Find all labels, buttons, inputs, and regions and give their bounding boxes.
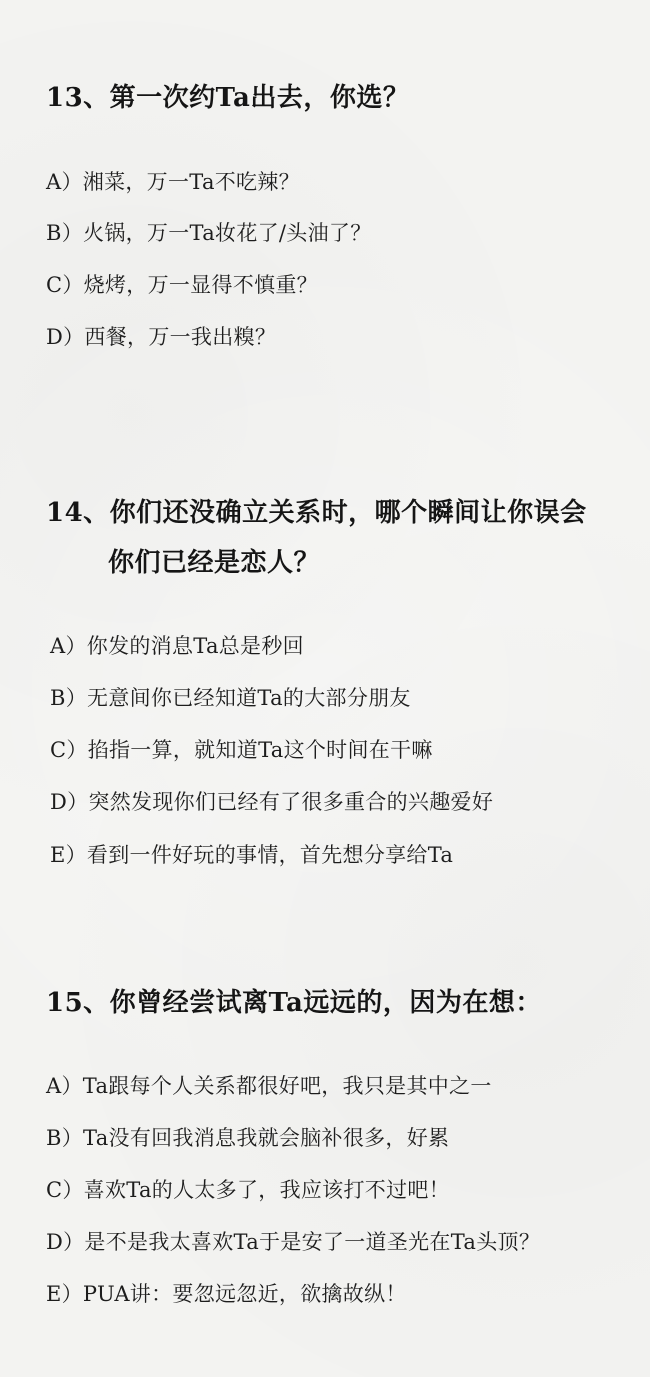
question-14-option-e: E）看到一件好玩的事情，首先想分享给Ta	[50, 843, 454, 867]
question-13-title: 13、第一次约Ta出去，你选？	[46, 83, 410, 113]
question-13-option-d: D）西餐，万一我出糗？	[46, 325, 277, 349]
question-13-option-c: C）烧烤，万一显得不慎重？	[46, 273, 318, 297]
question-14-option-c: C）掐指一算，就知道Ta这个时间在干嘛	[50, 738, 433, 762]
question-14-title-continued: 你们已经是恋人？	[108, 548, 321, 578]
question-13-option-a: A）湘菜，万一Ta不吃辣？	[46, 170, 300, 194]
question-14-option-b: B）无意间你已经知道Ta的大部分朋友	[50, 686, 411, 710]
question-15-option-b: B）Ta没有回我消息我就会脑补很多，好累	[46, 1126, 450, 1150]
question-15-option-a: A）Ta跟每个人关系都很好吧，我只是其中之一	[46, 1074, 492, 1098]
question-14-title: 14、你们还没确立关系时，哪个瞬间让你误会	[46, 498, 587, 528]
question-15-option-c: C）喜欢Ta的人太多了，我应该打不过吧！	[46, 1178, 450, 1202]
question-14-option-a: A）你发的消息Ta总是秒回	[50, 634, 304, 658]
question-15-option-e: E）PUA讲：要忽远忽近，欲擒故纵！	[46, 1282, 407, 1306]
question-15-title: 15、你曾经尝试离Ta远远的，因为在想：	[46, 988, 542, 1018]
question-13-option-b: B）火锅，万一Ta妆花了/头油了？	[46, 221, 372, 245]
question-14-option-d: D）突然发现你们已经有了很多重合的兴趣爱好	[50, 790, 494, 814]
question-15-option-d: D）是不是我太喜欢Ta于是安了一道圣光在Ta头顶？	[46, 1230, 541, 1254]
